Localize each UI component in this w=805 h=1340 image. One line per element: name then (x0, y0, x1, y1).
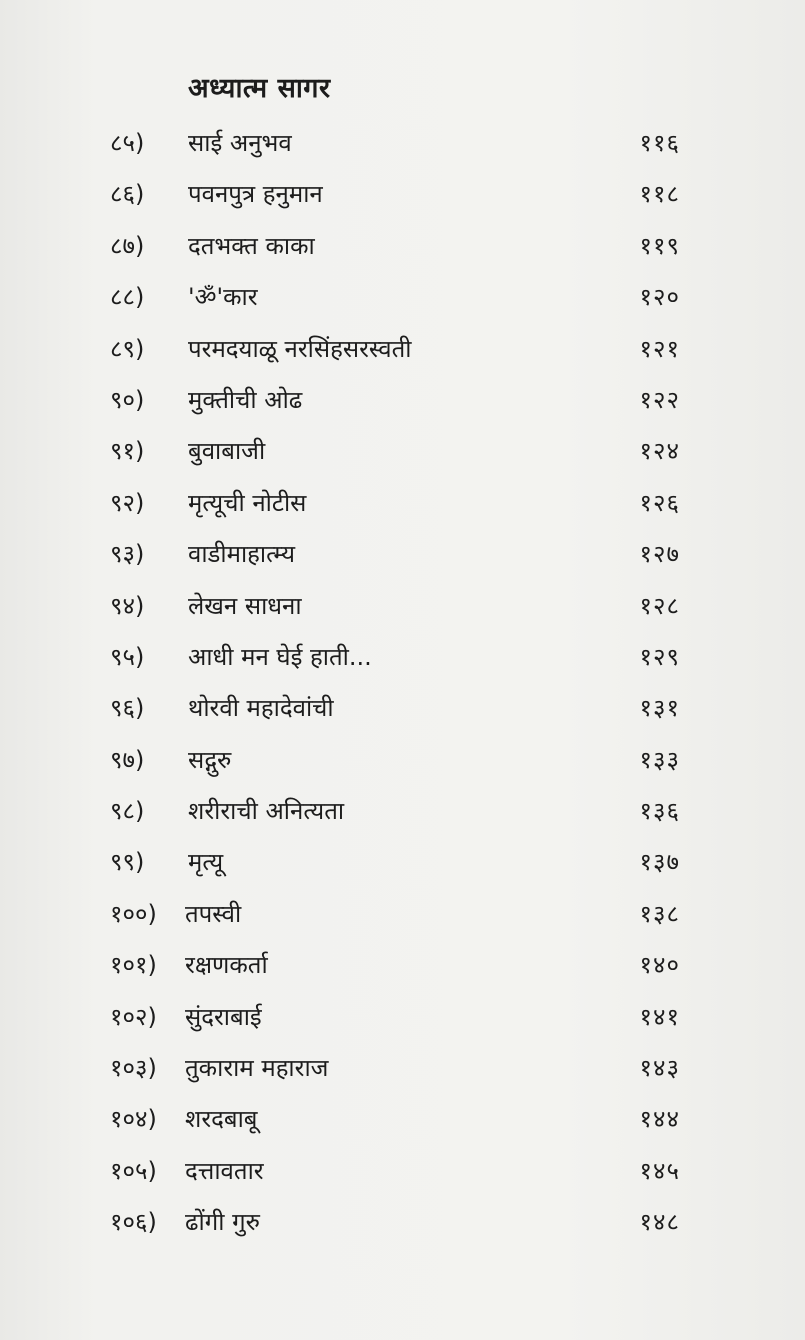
toc-entry (110, 786, 680, 837)
entry-page: १२१ (639, 334, 680, 363)
entry-number: ९९) (110, 848, 145, 877)
toc-entry (110, 529, 680, 580)
entry-number: ९६) (110, 694, 145, 723)
entry-title: मुक्तीची ओढ (188, 385, 303, 414)
toc-entry (110, 221, 680, 272)
entry-title: परमदयाळू नरसिंहसरस्वती (188, 334, 412, 363)
entry-title: वाडीमाहात्म्य (188, 540, 296, 569)
entry-number: १०६) (110, 1208, 157, 1237)
entry-page: १२७ (639, 540, 680, 569)
entry-page: १३३ (639, 745, 680, 774)
entry-title: तुकाराम महाराज (185, 1054, 329, 1083)
entry-title: शरीराची अनित्यता (188, 797, 345, 826)
entry-number: १०३) (110, 1054, 157, 1083)
entry-number: ८८) (110, 283, 145, 312)
entry-page: १३६ (639, 797, 680, 826)
entry-page: १२८ (639, 591, 680, 620)
toc-entry (110, 118, 680, 169)
entry-title: शरदबाबू (185, 1105, 258, 1134)
entry-number: १०५) (110, 1156, 157, 1185)
entry-title: बुवाबाजी (188, 437, 266, 466)
entry-title: मृत्यूची नोटीस (188, 488, 307, 517)
toc-entry (110, 632, 680, 683)
toc-entry (110, 889, 680, 940)
entry-number: ९५) (110, 642, 145, 671)
entry-number: १०१) (110, 951, 157, 980)
entry-title: लेखन साधना (188, 591, 302, 620)
entry-title: सद्गुरु (188, 745, 232, 774)
toc-entry (110, 940, 680, 991)
toc-entry (110, 375, 680, 426)
entry-title: रक्षणकर्ता (185, 951, 268, 980)
entry-title: पवनपुत्र हनुमान (188, 180, 323, 209)
entry-page: १३७ (639, 848, 680, 877)
entry-number: ९८) (110, 797, 145, 826)
toc-entry (110, 272, 680, 323)
entry-number: १०२) (110, 1002, 157, 1031)
entry-title: सुंदराबाई (185, 1002, 262, 1031)
entry-page: १४३ (639, 1054, 680, 1083)
entry-page: १४४ (639, 1105, 680, 1134)
entry-number: ९७) (110, 745, 145, 774)
entry-page: ११९ (639, 231, 680, 260)
entry-title: 'ॐ'कार (188, 283, 258, 312)
entry-number: ९३) (110, 540, 145, 569)
entry-title: मृत्यू (188, 848, 224, 877)
entry-number: ९२) (110, 488, 145, 517)
toc-entry (110, 1094, 680, 1145)
entry-number: १००) (110, 899, 157, 928)
entry-page: १३८ (639, 899, 680, 928)
toc-entry (110, 992, 680, 1043)
toc-entry (110, 837, 680, 888)
toc-entry (110, 478, 680, 529)
toc-entry (110, 1146, 680, 1197)
table-of-contents (110, 118, 680, 1249)
entry-number: ९०) (110, 385, 145, 414)
entry-number: ८९) (110, 334, 145, 363)
entry-page: १४० (639, 951, 680, 980)
toc-entry (110, 581, 680, 632)
entry-page: १४५ (639, 1156, 680, 1185)
entry-number: ८७) (110, 231, 145, 260)
entry-title: साई अनुभव (188, 129, 292, 157)
toc-entry (110, 735, 680, 786)
entry-page: १२२ (639, 385, 680, 414)
section-title: अध्यात्म सागर (188, 73, 331, 104)
entry-number: ८६) (110, 180, 145, 209)
entry-page: १४८ (639, 1208, 680, 1237)
entry-page: १२६ (639, 488, 680, 517)
entry-title: तपस्वी (185, 899, 242, 928)
toc-entry (110, 426, 680, 477)
entry-number: १०४) (110, 1105, 157, 1134)
toc-entry (110, 1197, 680, 1248)
entry-page: १२४ (639, 437, 680, 466)
toc-entry (110, 1043, 680, 1094)
entry-title: ढोंगी गुरु (185, 1208, 260, 1237)
entry-page: ११६ (639, 129, 680, 157)
toc-entry (110, 324, 680, 375)
entry-number: ८५) (110, 129, 145, 157)
entry-page: १२९ (639, 642, 680, 671)
entry-title: दत्तावतार (185, 1156, 264, 1185)
toc-entry (110, 683, 680, 734)
entry-title: थोरवी महादेवांची (188, 694, 334, 723)
entry-page: १३१ (639, 694, 680, 723)
entry-number: ९१) (110, 437, 145, 466)
entry-title: आधी मन घेई हाती... (188, 642, 372, 671)
entry-number: ९४) (110, 591, 145, 620)
toc-entry (110, 169, 680, 220)
entry-page: १२० (639, 283, 680, 312)
entry-title: दतभक्त काका (188, 231, 315, 260)
entry-page: ११८ (639, 180, 680, 209)
entry-page: १४१ (639, 1002, 680, 1031)
